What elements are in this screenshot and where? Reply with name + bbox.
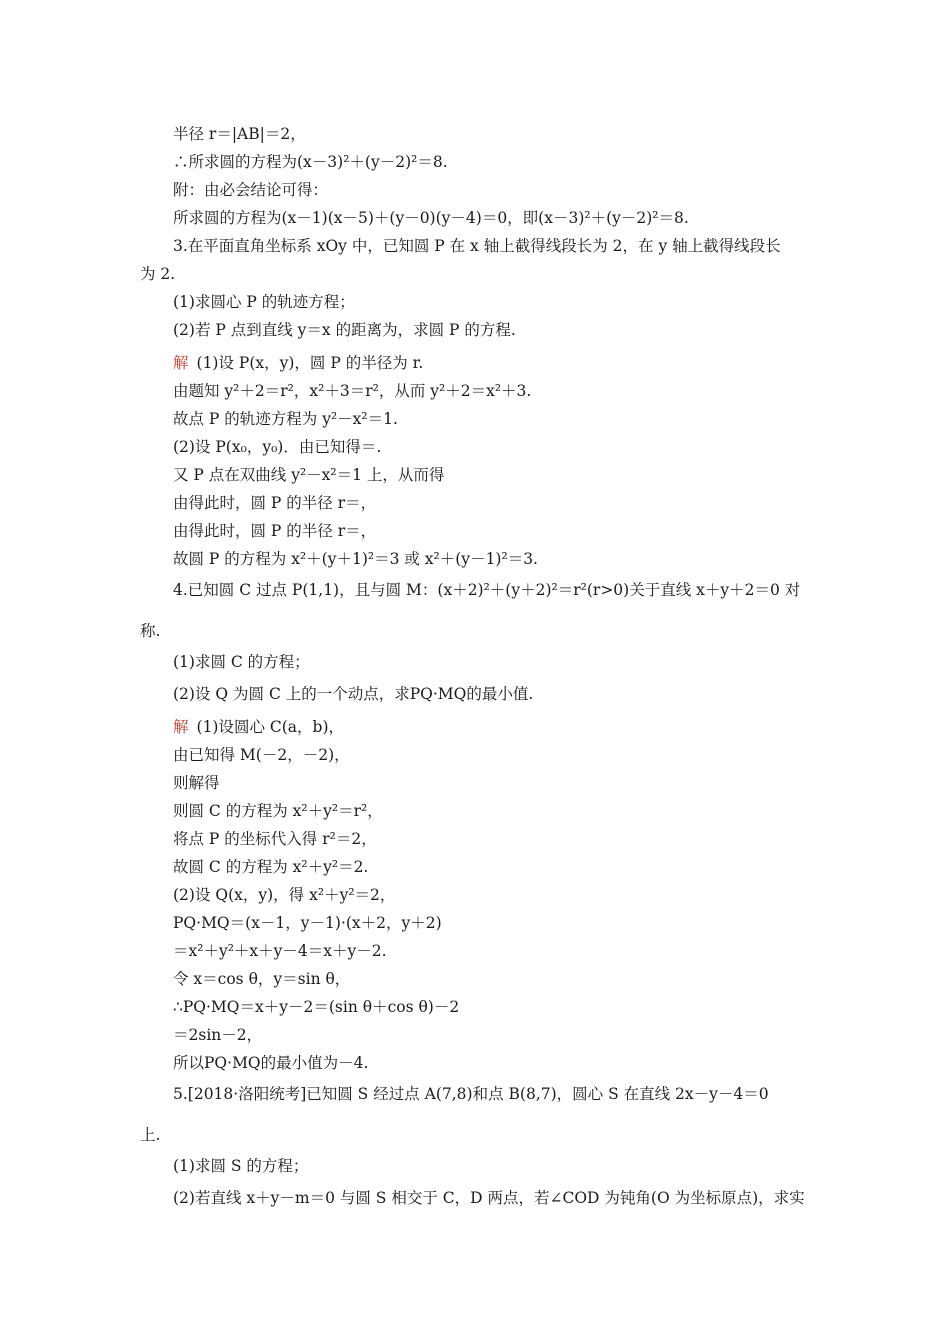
line-text: 上. — [140, 1126, 161, 1144]
line-text: (1)设圆心 C(a，b)， — [196, 718, 345, 736]
text-line — [173, 1025, 262, 1045]
text-line — [173, 745, 350, 765]
line-text: (2)设 Q 为圆 C 上的一个动点，求PQ·MQ的最小值. — [173, 685, 534, 703]
text-line — [173, 152, 448, 172]
line-text: 由得此时，圆 P 的半径 r＝， — [173, 494, 377, 512]
text-line — [173, 381, 531, 401]
line-text: ∴所求圆的方程为(x－3)²＋(y－2)²＝8. — [173, 153, 448, 171]
text-line — [173, 409, 398, 429]
line-text: (1)求圆 C 的方程； — [173, 653, 310, 671]
solution-marker: 解 — [173, 354, 189, 372]
text-line — [173, 1188, 805, 1208]
text-line — [173, 652, 310, 672]
text-line — [173, 124, 306, 144]
text-line — [140, 264, 175, 284]
text-line — [173, 236, 781, 256]
text-line — [140, 1125, 160, 1145]
text-line — [173, 941, 387, 961]
text-line — [173, 829, 377, 849]
line-text: PQ·MQ＝(x－1，y－1)·(x＋2，y＋2) — [173, 914, 442, 932]
line-text: 所以PQ·MQ的最小值为－4. — [173, 1054, 369, 1072]
line-text: 称. — [140, 622, 161, 640]
line-text: 又 P 点在双曲线 y²－x²＝1 上，从而得 — [173, 466, 445, 484]
text-line — [173, 208, 689, 228]
line-text: 3.在平面直角坐标系 xOy 中，已知圆 P 在 x 轴上截得线段长为 2，在 y 轴上截得线段长 — [173, 237, 781, 255]
text-line — [173, 857, 368, 877]
text-line — [173, 913, 442, 933]
line-text: ∴PQ·MQ＝x＋y－2＝(sin θ＋cos θ)－2 — [173, 998, 460, 1016]
line-text: (2)设 Q(x，y)，得 x²＋y²＝2， — [173, 886, 396, 904]
line-text: ＝x²＋y²＋x＋y－4＝x＋y－2. — [173, 942, 387, 960]
text-line — [173, 969, 350, 989]
line-text: 附：由必会结论可得： — [173, 181, 329, 199]
text-line — [173, 801, 383, 821]
line-text: 则圆 C 的方程为 x²＋y²＝r²， — [173, 802, 383, 820]
text-line — [173, 320, 516, 340]
line-text: (2)若 P 点到直线 y＝x 的距离为，求圆 P 的方程. — [173, 321, 516, 339]
text-line — [140, 621, 160, 641]
line-text: 由得此时，圆 P 的半径 r＝， — [173, 522, 377, 540]
text-line — [173, 717, 344, 737]
line-text: 故圆 C 的方程为 x²＋y²＝2. — [173, 858, 369, 876]
line-text: ＝2sin－2， — [173, 1026, 263, 1044]
line-text: 故点 P 的轨迹方程为 y²－x²＝1. — [173, 410, 398, 428]
line-text: (2)设 P(x₀，y₀)．由已知得＝. — [173, 438, 382, 456]
text-line — [173, 493, 376, 513]
line-text: 将点 P 的坐标代入得 r²＝2， — [173, 830, 377, 848]
text-line — [173, 437, 381, 457]
line-text: 所求圆的方程为(x－1)(x－5)＋(y－0)(y－4)＝0，即(x－3)²＋(y－2)²＝8. — [173, 209, 689, 227]
text-line — [173, 549, 538, 569]
line-text: 则解得 — [173, 774, 220, 792]
line-text: 由题知 y²＋2＝r²，x²＋3＝r²，从而 y²＋2＝x²＋3. — [173, 382, 532, 400]
line-text: 故圆 P 的方程为 x²＋(y＋1)²＝3 或 x²＋(y－1)²＝3. — [173, 550, 538, 568]
line-text: (1)设 P(x，y)，圆 P 的半径为 r. — [196, 354, 424, 372]
text-line — [173, 521, 376, 541]
line-text: 为 2. — [140, 265, 176, 283]
line-text: 由已知得 M(－2，－2)， — [173, 746, 350, 764]
line-text: 半径 r＝|AB|＝2， — [173, 125, 306, 143]
text-line — [173, 353, 423, 373]
line-text: 4.已知圆 C 过点 P(1,1)，且与圆 M：(x＋2)²＋(y＋2)²＝r²(r>0)关于直线 x＋y＋2＝0 对 — [173, 581, 801, 599]
text-line — [173, 292, 355, 312]
line-text: (1)求圆 S 的方程； — [173, 1157, 309, 1175]
text-line — [173, 465, 444, 485]
text-line — [173, 1053, 368, 1073]
line-text: (1)求圆心 P 的轨迹方程； — [173, 293, 355, 311]
text-line — [173, 1156, 308, 1176]
text-line — [173, 885, 395, 905]
text-line — [173, 1084, 769, 1104]
text-line — [173, 773, 220, 793]
text-line — [173, 997, 459, 1017]
solution-marker: 解 — [173, 718, 189, 736]
line-text: 令 x＝cos θ，y＝sin θ， — [173, 970, 351, 988]
line-text: (2)若直线 x＋y－m＝0 与圆 S 相交于 C，D 两点，若∠COD 为钝角(O 为坐标原点)，求实 — [173, 1189, 805, 1207]
line-text: 5.[2018·洛阳统考]已知圆 S 经过点 A(7,8)和点 B(8,7)，圆心 S 在直线 2x－y－4＝0 — [173, 1085, 769, 1103]
text-line — [173, 684, 533, 704]
text-line — [173, 580, 800, 600]
text-line — [173, 180, 328, 200]
